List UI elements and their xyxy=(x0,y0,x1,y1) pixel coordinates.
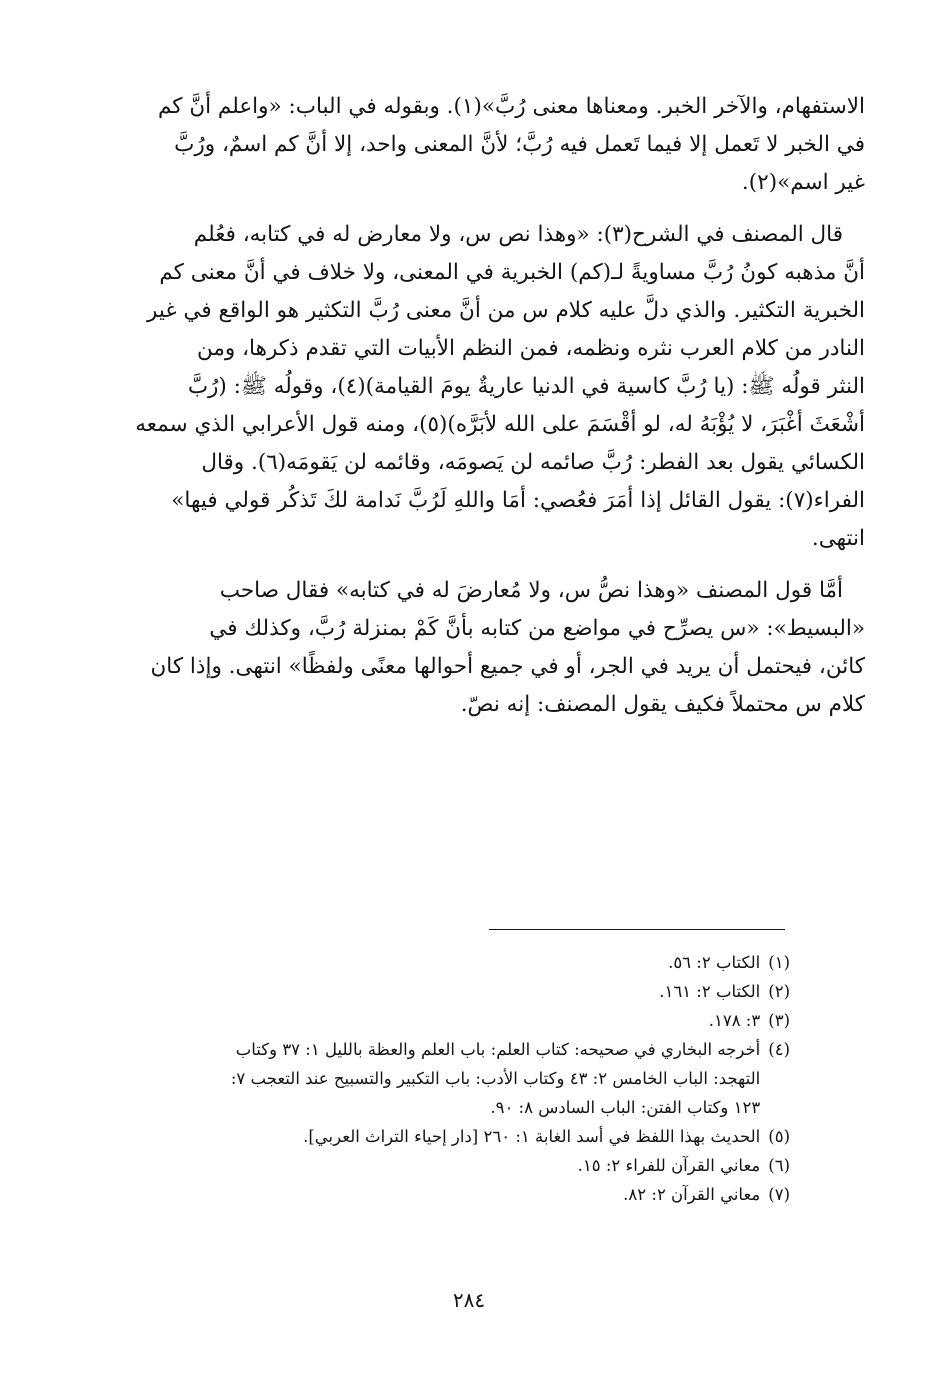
text-line: قال المصنف في الشرح(٣): «وهذا نص س، ولا معارض له في كتابه، فعُلم xyxy=(193,222,843,247)
footnote-4 xyxy=(78,1035,790,1122)
text-line: غير اسم»(٢). xyxy=(741,170,865,195)
footnote-text: معاني القرآن ٢: ٨٢. xyxy=(623,1185,761,1204)
footnote-number: (٢) xyxy=(768,982,790,1001)
text-line: كلام س محتملاً فكيف يقول المصنف: إنه نصّ. xyxy=(460,692,865,717)
text-line: أمَّا قول المصنف «وهذا نصُّ س، ولا مُعارضَ له في كتابه» فقال صاحب xyxy=(219,578,843,603)
footnote-number: (٦) xyxy=(768,1156,790,1175)
text-line: أنَّ مذهبه كونُ رُبَّ مساويةً لـ(كم) الخبرية في المعنى، ولا خلاف في أنَّ معنى كم xyxy=(159,260,865,285)
paragraph-2 xyxy=(78,216,865,558)
footnote-7 xyxy=(78,1180,790,1209)
footnote-text: أخرجه البخاري في صحيحه: كتاب العلم: باب العلم والعظة بالليل ١: ٣٧ وكتاب xyxy=(235,1040,761,1059)
footnote-number: (١) xyxy=(768,953,790,972)
text-line: النادر من كلام العرب نثره ونظمه، فمن النظم الأبيات التي تقدم ذكرها، ومن xyxy=(197,336,865,361)
text-line: النثر قولُه ﷺ: (يا رُبَّ كاسية في الدنيا عاريةٌ يومَ القيامة)(٤)، وقولُه ﷺ: (رُبَّ xyxy=(187,374,865,399)
text-line: «البسيط»: «س يصرِّح في مواضع من كتابه بأنَّ كَمْ بمنزلة رُبَّ، وكذلك في xyxy=(209,616,865,641)
footnote-5 xyxy=(78,1122,790,1151)
footnote-number: (٧) xyxy=(768,1185,790,1204)
footnote-6 xyxy=(78,1151,790,1180)
footnote-3 xyxy=(78,1006,790,1035)
footnote-text: ١٢٣ وكتاب الفتن: الباب السادس ٨: ٩٠. xyxy=(490,1098,761,1117)
text-line: أشْعَثَ أغْبَرَ، لا يُؤْبَهُ له، لو أقْسَمَ على الله لأبَرَّه)(٥)، ومنه قول الأعرابي الذي سمعه xyxy=(135,412,865,437)
footnote-number: (٤) xyxy=(768,1040,790,1059)
text-line: الخبرية التكثير. والذي دلَّ عليه كلام س من أنَّ معنى رُبَّ التكثير هو الواقع في غير xyxy=(147,298,865,323)
footnote-number: (٣) xyxy=(768,1011,790,1030)
footnote-separator xyxy=(489,929,785,930)
paragraph-3 xyxy=(78,572,865,724)
footnote-number: (٥) xyxy=(768,1127,790,1146)
footnote-text: الكتاب ٢: ١٦١. xyxy=(659,982,761,1001)
main-text xyxy=(78,88,865,738)
text-line: كائن، فيحتمل أن يريد في الجر، أو في جميع أحوالها معنًى ولفظًا» انتهى. وإذا كان xyxy=(150,654,865,679)
text-line: الفراء(٧): يقول القائل إذا أمَرَ فعُصي: أمَا واللهِ لَرُبَّ نَدامة لكَ تَذكُر قولي فيها» xyxy=(171,488,865,513)
footnote-text: الحديث بهذا اللفظ في أسد الغابة ١: ٢٦٠ [دار إحياء التراث العربي]. xyxy=(303,1127,761,1146)
text-line: الكسائي يقول بعد الفطر: رُبَّ صائمه لن يَصومَه، وقائمه لن يَقومَه(٦). وقال xyxy=(201,450,865,475)
text-line: انتهى. xyxy=(811,526,865,551)
footnote-2 xyxy=(78,977,790,1006)
paragraph-1 xyxy=(78,88,865,202)
footnote-text: ٣: ١٧٨. xyxy=(708,1011,761,1030)
footnotes xyxy=(78,948,790,1209)
text-line: في الخبر لا تَعمل إلا فيما تَعمل فيه رُبَّ؛ لأنَّ المعنى واحد، إلا أنَّ كم اسمٌ، ورُبَّ xyxy=(174,132,865,157)
page-number: ٢٨٤ xyxy=(452,1288,486,1312)
footnote-text: التهجد: الباب الخامس ٢: ٤٣ وكتاب الأدب: باب التكبير والتسبيح عند التعجب ٧: xyxy=(230,1069,761,1088)
footnote-text: معاني القرآن للفراء ٢: ١٥. xyxy=(577,1156,761,1175)
text-line: الاستفهام، والآخر الخبر. ومعناها معنى رُبَّ»(١). وبقوله في الباب: «واعلم أنَّ كم xyxy=(157,94,865,119)
footnote-text: الكتاب ٢: ٥٦. xyxy=(668,953,761,972)
footnote-1 xyxy=(78,948,790,977)
